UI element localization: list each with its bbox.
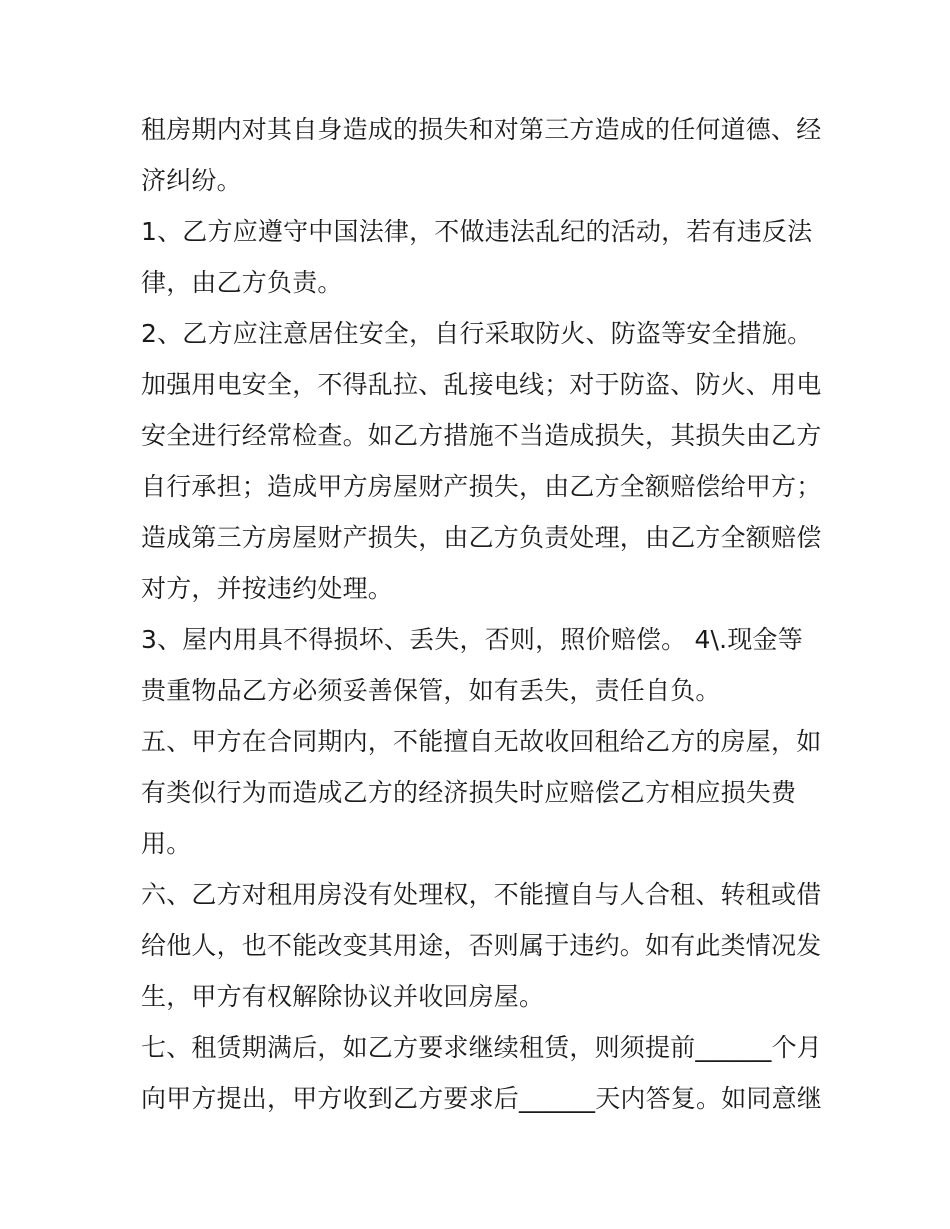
text-line: 安全进行经常检查。如乙方措施不当造成损失，其损失由乙方 (141, 421, 822, 450)
text-line: 3、屋内用具不得损坏、丢失，否则，照价赔偿。 4\.现金等 (141, 625, 803, 654)
text-line: 五、甲方在合同期内，不能擅自无故收回租给乙方的房屋，如 (141, 727, 822, 756)
document-body (141, 104, 821, 1124)
text-line: 自行承担；造成甲方房屋财产损失，由乙方全额赔偿给甲方； (141, 472, 822, 501)
text-line: 加强用电安全，不得乱拉、乱接电线；对于防盗、防火、用电 (141, 370, 822, 399)
text-line: 2、乙方应注意居住安全，自行采取防火、防盗等安全措施。 (141, 319, 813, 348)
text-line: 向甲方提出，甲方收到乙方要求后______天内答复。如同意继 (141, 1084, 823, 1113)
text-line: 律，由乙方负责。 (141, 268, 343, 297)
text-line: 对方，并按违约处理。 (141, 574, 394, 603)
text-line: 用。 (141, 829, 192, 858)
text-line: 生，甲方有权解除协议并收回房屋。 (141, 982, 545, 1011)
text-line: 有类似行为而造成乙方的经济损失时应赔偿乙方相应损失费 (141, 778, 797, 807)
text-line: 1、乙方应遵守中国法律，不做违法乱纪的活动，若有违反法 (141, 217, 813, 246)
text-line: 给他人，也不能改变其用途，否则属于违约。如有此类情况发 (141, 931, 822, 960)
text-line: 租房期内对其自身造成的损失和对第三方造成的任何道德、经 (141, 115, 822, 144)
text-line: 七、租赁期满后，如乙方要求继续租赁，则须提前______个月 (141, 1033, 823, 1062)
text-line: 六、乙方对租用房没有处理权，不能擅自与人合租、转租或借 (141, 880, 822, 909)
text-line: 造成第三方房屋财产损失，由乙方负责处理，由乙方全额赔偿 (141, 523, 822, 552)
text-line: 贵重物品乙方必须妥善保管，如有丢失，责任自负。 (141, 676, 721, 705)
text-line: 济纠纷。 (141, 166, 242, 195)
